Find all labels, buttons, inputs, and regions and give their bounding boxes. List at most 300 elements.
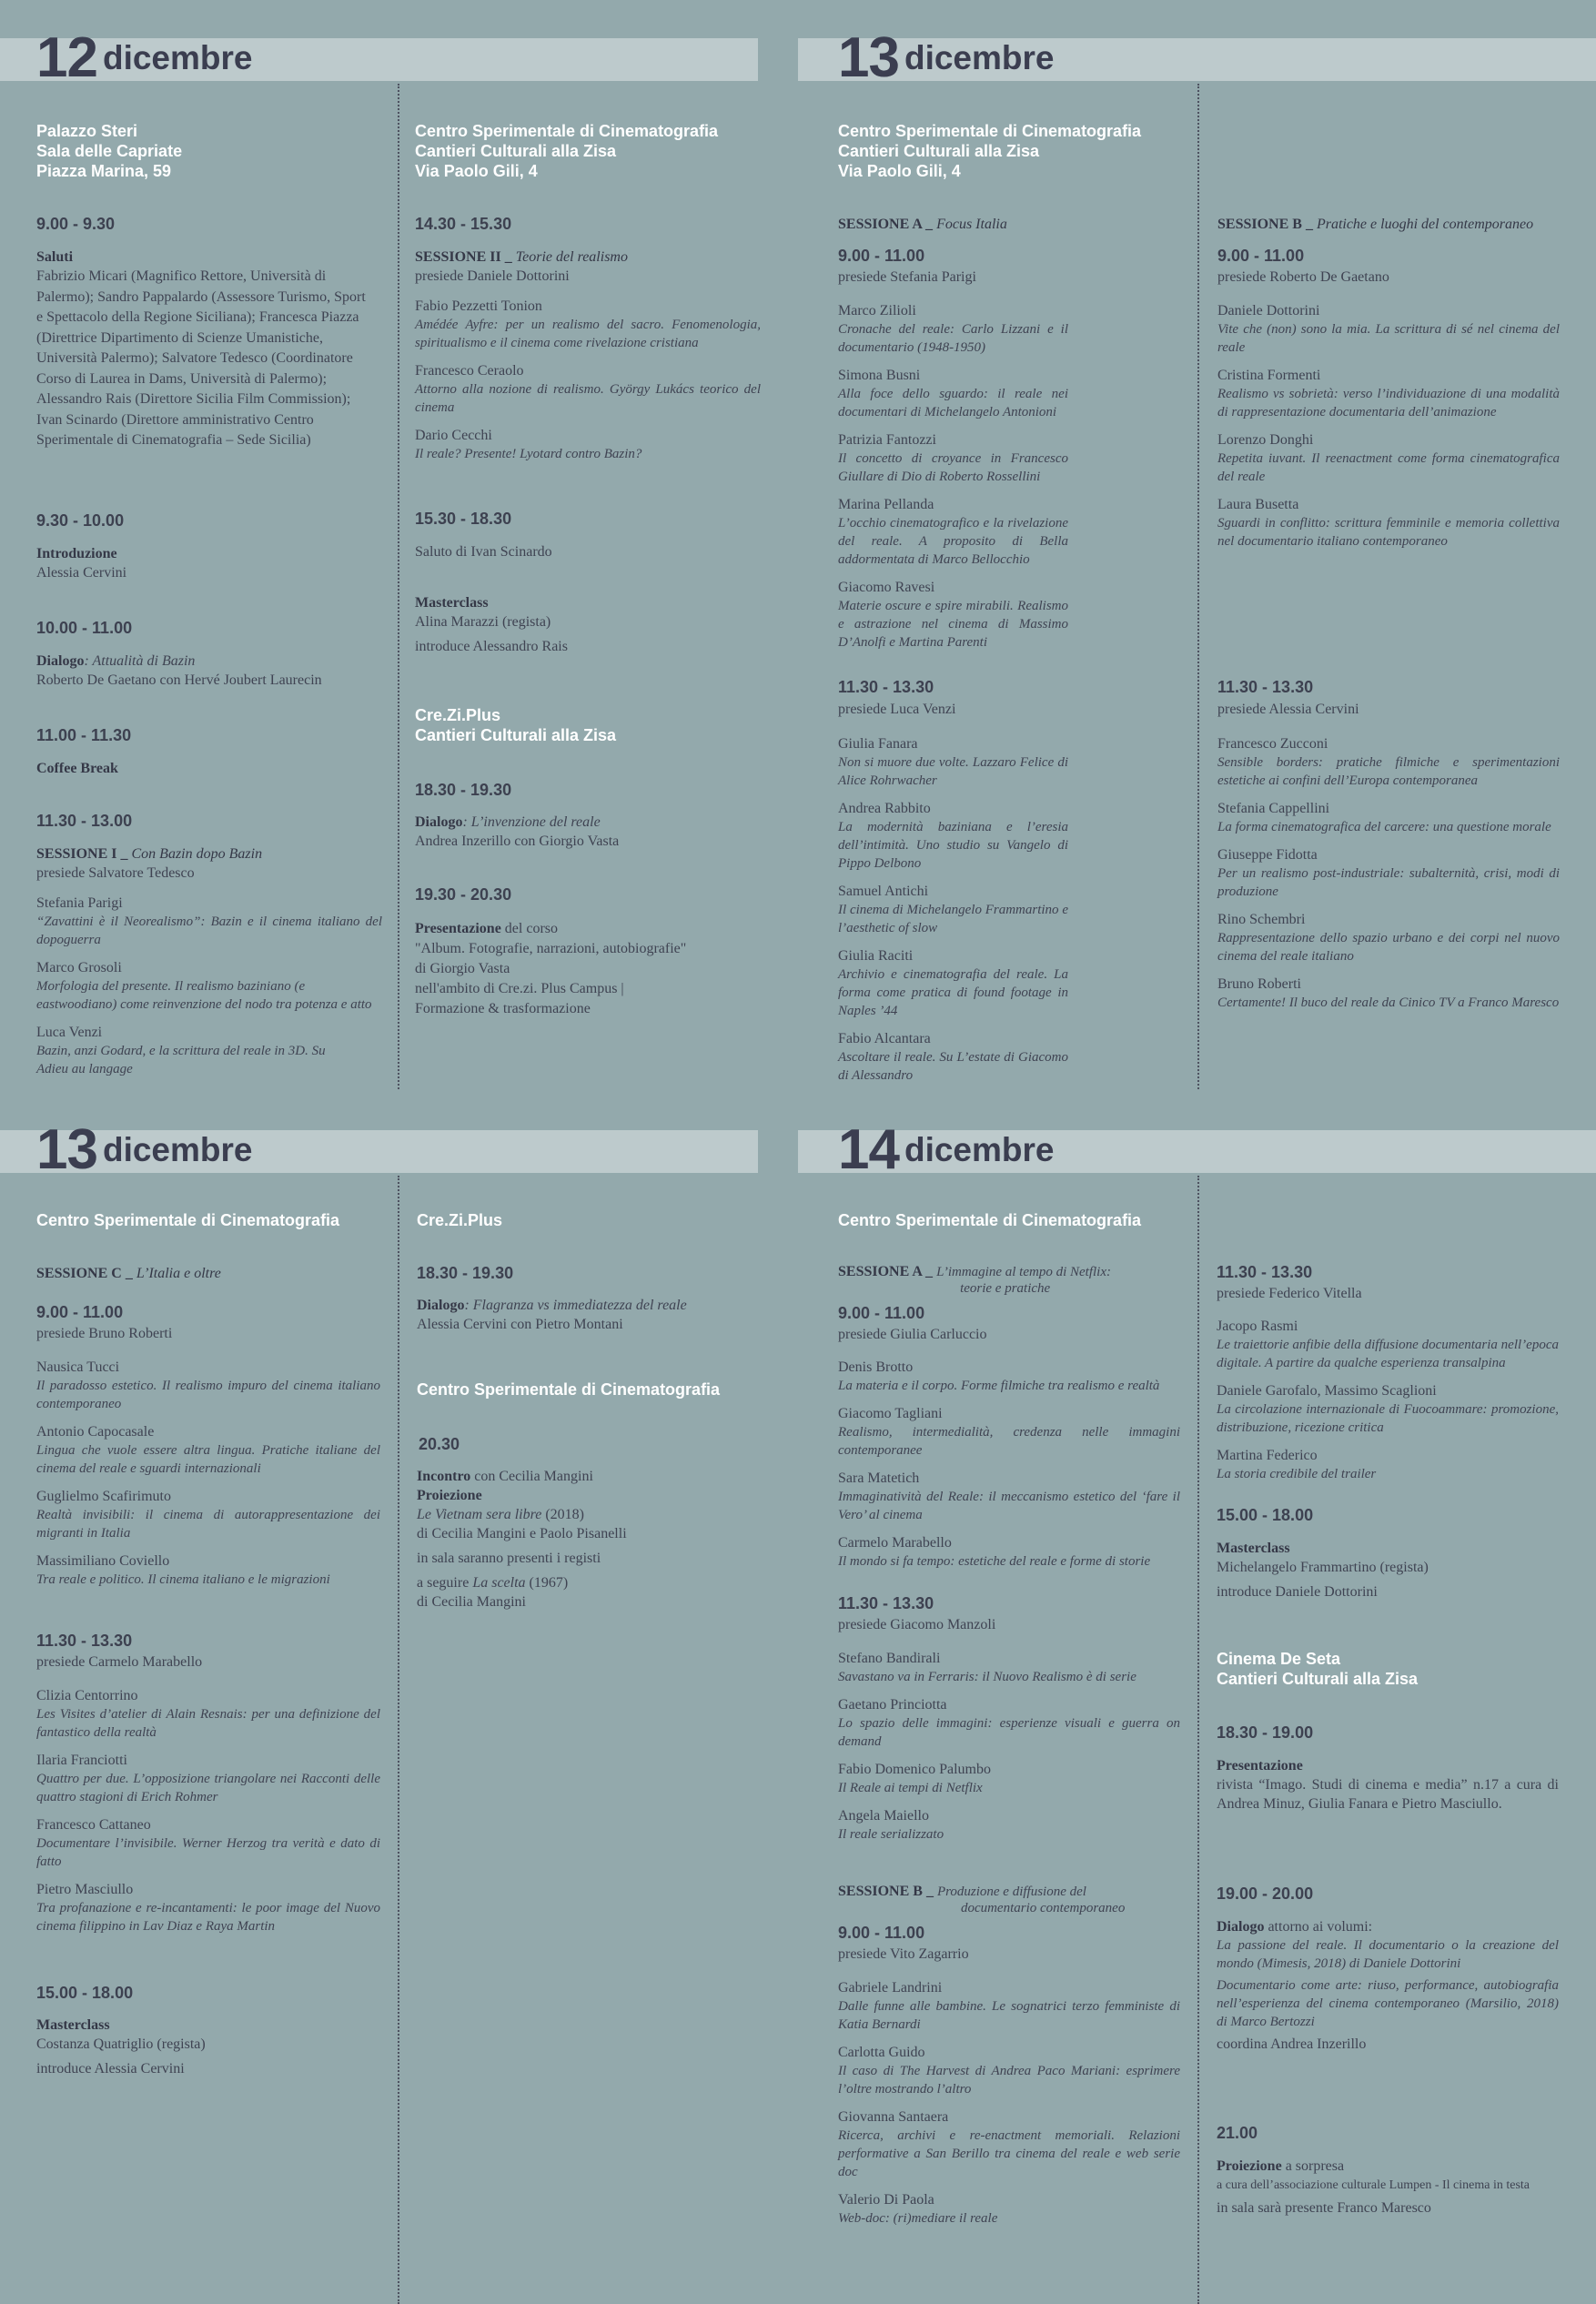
talk-item — [838, 946, 1068, 1020]
saluti-text: Fabrizio Micari (Magnifico Rettore, Università di Palermo); Sandro Pappalardo (Assessore Turismo, Sport e Spettacolo della Regione Siciliana); Francesca Piazza (Direttrice Dipartimento di Scienze Umanistiche, Università Palermo); Salvatore Tedesco (Coordinatore Corso di Laurea in Dams, Università di Palermo); Alessandro Rais (Direttore Sicilia Film Commission); Ivan Scinardo (Direttore amministrativo Centro Sperimentale di Cinematografia – Sede Sicilia) — [36, 268, 366, 448]
talks-list — [838, 1649, 1180, 1853]
date-month: dicembre — [904, 39, 1055, 76]
speaker-name: Cristina Formenti — [1217, 368, 1321, 383]
talk-title: Les Visites d’atelier di Alain Resnais: per una definizione del fantastico della realtà — [36, 1707, 380, 1740]
talk-title: Sguardi in conflitto: scrittura femminile e memoria collettiva nel documentario italiano contemporaneo — [1217, 516, 1560, 549]
film-director: di Cecilia Mangini — [417, 1594, 526, 1610]
speaker-name: Nausica Tucci — [36, 1359, 120, 1375]
talk-item — [838, 2190, 1180, 2228]
talk-item — [36, 1551, 380, 1589]
book-title: Documentario come arte: riuso, performance, autobiografia nell’esperienza del cinema contemporaneo (Marsilio, 2018) di Marco Bertozzi — [1217, 1978, 1559, 2029]
talk-item — [1217, 734, 1560, 790]
speaker-name: Fabio Pezzetti Tonion — [415, 298, 542, 314]
intro-block — [36, 544, 369, 582]
talk-title: Sensible borders: pratiche filmiche e sperimentazioni estetiche ai confini dell’Europa contemporanea — [1217, 755, 1560, 788]
talk-item — [838, 301, 1068, 357]
time-slot: 9.00 - 11.00 — [838, 1304, 925, 1322]
date-month: dicembre — [904, 1131, 1055, 1168]
session-subtitle: Teorie del realismo — [515, 249, 628, 265]
speaker-name: Giulia Fanara — [838, 736, 918, 752]
speaker-name: Valerio Di Paola — [838, 2192, 934, 2208]
proiezione-label: Proiezione — [417, 1488, 482, 1503]
column-divider — [398, 1176, 399, 2304]
speaker-name: Daniele Dottorini — [1217, 303, 1320, 318]
masterclass-name: Alina Marazzi (regista) — [415, 614, 551, 630]
date-day: 12 — [36, 26, 97, 89]
venue-block — [415, 121, 718, 181]
session-chair: presiede Carmelo Marabello — [36, 1654, 203, 1670]
session-chair: presiede Federico Vitella — [1217, 1286, 1362, 1301]
proiezione-label: Proiezione — [1217, 2158, 1282, 2174]
masterclass-block — [415, 593, 761, 656]
talk-item — [838, 2107, 1180, 2181]
session-subtitle: Con Bazin dopo Bazin — [131, 846, 263, 862]
talk-title: “Zavattini è il Neorealismo”: Bazin e il cinema italiano del dopoguerra — [36, 915, 382, 947]
venue-line: Palazzo Steri — [36, 122, 138, 140]
masterclass-title: Masterclass — [415, 595, 489, 611]
time-slot: 11.30 - 13.30 — [1217, 678, 1314, 696]
column-divider — [1197, 1176, 1199, 2304]
time-slot: 9.00 - 11.00 — [838, 247, 925, 265]
session-label: SESSIONE A _ — [838, 217, 934, 232]
talk-title: L’occhio cinematografico e la rivelazione del reale. A proposito di Bella addormentata di Marco Bellocchio — [838, 516, 1068, 567]
presence-note: in sala saranno presenti i registi — [417, 1551, 601, 1566]
time-slot: 21.00 — [1217, 2124, 1258, 2142]
time-slot: 9.00 - 11.00 — [1217, 247, 1305, 265]
session-chair: presiede Vito Zagarrio — [838, 1946, 969, 1962]
talk-item — [838, 1404, 1180, 1460]
session-label: SESSIONE B _ — [1217, 217, 1313, 232]
talk-title: Il reale serializzato — [838, 1827, 944, 1842]
film-year: (2018) — [541, 1507, 584, 1522]
speaker-name: Dario Cecchi — [415, 428, 492, 443]
speaker-name: Francesco Cattaneo — [36, 1817, 151, 1833]
session-chair: presiede Giulia Carluccio — [838, 1327, 987, 1342]
talk-item — [36, 1815, 380, 1871]
session-label: SESSIONE A _ — [838, 1264, 934, 1279]
date-month: dicembre — [102, 39, 253, 76]
talk-title: Dalle funne alle bambine. Le sognatrici terzo femministe di Katia Bernardi — [838, 1999, 1180, 2032]
speaker-name: Ilaria Franciotti — [36, 1753, 127, 1768]
talk-item — [1217, 1381, 1559, 1437]
speaker-name: Giovanna Santaera — [838, 2109, 949, 2125]
masterclass-block — [36, 2016, 380, 2078]
time-slot: 9.30 - 10.00 — [36, 511, 125, 530]
speaker-name: Samuel Antichi — [838, 884, 929, 899]
time-slot: 11.00 - 11.30 — [36, 726, 132, 744]
time-slot: 19.30 - 20.30 — [415, 885, 512, 904]
talk-item — [1217, 1317, 1559, 1372]
speaker-name: Sara Matetich — [838, 1470, 920, 1486]
intro-title: Introduzione — [36, 546, 117, 561]
coffee-label: Coffee Break — [36, 761, 118, 776]
venue-block — [838, 1210, 1141, 1230]
time-slot: 18.30 - 19.00 — [1217, 1723, 1314, 1742]
talk-title: La modernità baziniana e l’eresia dell’intimità. Uno studio su Vangelo di Pippo Delbono — [838, 820, 1068, 871]
presentazione-text: rivista “Imago. Studi di cinema e media” n.17 a cura di Andrea Minuz, Giulia Fanara e Pietro Masciullo. — [1217, 1777, 1559, 1812]
speaker-name: Rino Schembri — [1217, 912, 1306, 927]
dialogo-label: Dialogo — [415, 814, 463, 830]
venue-line: Cantieri Culturali alla Zisa — [1217, 1670, 1419, 1688]
talk-title: Tra profanazione e re-incantamenti: le poor image del Nuovo cinema filippino in Lav Diaz e Raya Martin — [36, 1901, 380, 1934]
talk-item — [838, 1533, 1180, 1571]
time-slot: 19.00 - 20.00 — [1217, 1885, 1314, 1903]
talk-title: Materie oscure e spire mirabili. Realismo e astrazione nel cinema di Massimo D’Anolfi e Martina Parenti — [838, 599, 1068, 650]
masterclass-intro: introduce Alessandro Rais — [415, 639, 568, 654]
venue-line: Cre.Zi.Plus — [415, 706, 501, 724]
incontro-block — [417, 1467, 763, 1612]
speaker-name: Andrea Rabbito — [838, 801, 931, 816]
time-slot: 11.30 - 13.30 — [838, 678, 934, 696]
talk-item — [1217, 430, 1560, 486]
time-slot: 9.00 - 9.30 — [36, 215, 116, 233]
venue-line: Centro Sperimentale di Cinematografia — [838, 1211, 1142, 1229]
venue-line: Centro Sperimentale di Cinematografia — [417, 1380, 721, 1399]
talk-item — [838, 495, 1068, 569]
venue-block — [1217, 1649, 1418, 1689]
talk-title: Repetita iuvant. Il reenactment come forma cinematografica del reale — [1217, 451, 1560, 484]
session-chair: presiede Alessia Cervini — [1217, 702, 1359, 717]
speaker-name: Stefania Cappellini — [1217, 801, 1330, 816]
film-title: Le Vietnam sera libre — [417, 1507, 542, 1522]
speaker-name: Laura Busetta — [1217, 497, 1299, 512]
talk-item — [838, 2043, 1180, 2098]
dialogo-title: : Attualità di Bazin — [84, 653, 196, 669]
talk-title: Il cinema di Michelangelo Frammartino e l’aesthetic of slow — [838, 903, 1068, 935]
talk-title: Il concetto di croyance in Francesco Giullare di Dio di Roberto Rossellini — [838, 451, 1068, 484]
seguire-label: a seguire — [417, 1575, 473, 1591]
session-block — [838, 1884, 1193, 1916]
dialogo-block — [1217, 1917, 1559, 2054]
talk-item — [838, 1358, 1180, 1395]
talk-item — [36, 894, 382, 949]
talk-item — [36, 1686, 380, 1742]
talk-item — [415, 361, 761, 417]
venue-block — [415, 705, 616, 745]
talk-item — [838, 1806, 1180, 1844]
talk-item — [1217, 495, 1560, 551]
talk-title: Lingua che vuole essere altra lingua. Pratiche italiane del cinema del reale e sguardi internazionali — [36, 1443, 380, 1476]
talks-list — [36, 1686, 380, 1945]
talks-list — [838, 734, 1068, 1094]
speaker-name: Francesco Ceraolo — [415, 363, 524, 379]
talk-item — [838, 1649, 1180, 1686]
talks-list — [1217, 1317, 1559, 1492]
time-slot: 11.30 - 13.30 — [838, 1594, 934, 1612]
session-chair: presiede Stefania Parigi — [838, 269, 976, 285]
venue-block — [36, 1210, 339, 1230]
talk-title: La storia credibile del trailer — [1217, 1467, 1377, 1481]
proiezione-cura: a cura dell’associazione culturale Lumpen - Il cinema in testa — [1217, 2178, 1530, 2192]
speaker-name: Giuseppe Fidotta — [1217, 847, 1318, 863]
talks-list — [838, 1978, 1180, 2237]
talk-title: Immaginatività del Reale: il meccanismo estetico del ‘fare il Vero’ al cinema — [838, 1490, 1180, 1522]
presentazione-line: di Giorgio Vasta — [415, 961, 510, 976]
dialogo-title: : L’invenzione del reale — [462, 814, 601, 830]
talk-title: Rappresentazione dello spazio urbano e dei corpi nel nuovo cinema del reale italiano — [1217, 931, 1560, 964]
venue-line: Cantieri Culturali alla Zisa — [415, 726, 617, 744]
session-block — [415, 248, 761, 472]
column-divider — [398, 84, 399, 1089]
dialogo-label: Dialogo — [417, 1298, 465, 1313]
speaker-name: Marco Grosoli — [36, 960, 122, 975]
venue-line: Centro Sperimentale di Cinematografia — [838, 122, 1142, 140]
day-13-panel-2 — [0, 1092, 798, 2184]
masterclass-intro: introduce Daniele Dottorini — [1217, 1584, 1378, 1600]
saluto-line: Saluto di Ivan Scinardo — [415, 544, 552, 560]
presentazione-block — [1217, 1756, 1559, 1814]
presentazione-line: nell'ambito di Cre.zi. Plus Campus | — [415, 981, 624, 996]
speaker-name: Carlotta Guido — [838, 2045, 925, 2060]
speaker-name: Lorenzo Donghi — [1217, 432, 1314, 448]
talk-item — [415, 297, 761, 352]
talk-item — [36, 1880, 380, 1935]
talk-item — [1217, 799, 1560, 836]
talk-title: La circolazione internazionale di Fuocoammare: promozione, distribuzione, ricezione critica — [1217, 1402, 1559, 1435]
session-label: SESSIONE C _ — [36, 1266, 133, 1281]
time-slot: 18.30 - 19.30 — [415, 781, 512, 799]
film-title: La scelta — [472, 1575, 526, 1591]
presentazione-line: Formazione & trasformazione — [415, 1001, 591, 1016]
speaker-name: Jacopo Rasmi — [1217, 1319, 1298, 1334]
talk-item — [36, 1023, 382, 1078]
dialogo-block — [415, 813, 761, 851]
dialogo-text: attorno ai volumi: — [1264, 1919, 1373, 1935]
venue-line: Via Paolo Gili, 4 — [838, 162, 961, 180]
masterclass-title: Masterclass — [1217, 1541, 1290, 1556]
talk-title: Web-doc: (ri)mediare il reale — [838, 2211, 998, 2226]
column-divider — [1197, 84, 1199, 1089]
speaker-name: Clizia Centorrino — [36, 1688, 138, 1703]
talk-title: Bazin, anzi Godard, e la scrittura del reale in 3D. Su Adieu au langage — [36, 1044, 326, 1076]
time-slot: 14.30 - 15.30 — [415, 215, 512, 233]
talk-item — [838, 1760, 1180, 1797]
talk-item — [36, 1751, 380, 1806]
talk-item — [838, 1695, 1180, 1751]
session-subtitle: Pratiche e luoghi del contemporaneo — [1316, 217, 1534, 232]
talk-item — [1217, 910, 1560, 965]
talk-title: La materia e il corpo. Forme filmiche tra realismo e realtà — [838, 1379, 1160, 1393]
talk-item — [838, 366, 1068, 421]
talk-item — [1217, 366, 1560, 421]
talk-title: Le traiettorie anfibie della diffusione documentaria nell’epoca digitale. A partire da qualche esperienza transalpina — [1217, 1338, 1559, 1370]
date-heading — [838, 1118, 1055, 1181]
date-heading — [36, 26, 253, 89]
talk-title: Per un realismo post-industriale: subalternità, crisi, modi di produzione — [1217, 866, 1560, 899]
coffee-break — [36, 759, 118, 778]
talk-title: Realismo vs sobrietà: verso l’individuazione di una modalità di rappresentazione documentaria dell’animazione — [1217, 387, 1560, 419]
venue-block — [36, 121, 182, 181]
talk-item — [838, 882, 1068, 937]
time-slot: 9.00 - 11.00 — [36, 1303, 124, 1321]
talks-list — [838, 301, 1068, 661]
presentazione-block — [415, 919, 770, 1019]
proiezione-text: a sorpresa — [1281, 2158, 1345, 2174]
venue-block — [417, 1379, 720, 1400]
talk-title: Ascoltare il reale. Su L’estate di Giacomo di Alessandro — [838, 1050, 1068, 1083]
time-slot: 11.30 - 13.30 — [36, 1632, 133, 1650]
date-day: 13 — [838, 26, 899, 89]
saluti-title: Saluti — [36, 249, 74, 265]
talks-list — [36, 1358, 380, 1598]
session-block — [1217, 215, 1563, 234]
session-label: SESSIONE I _ — [36, 846, 128, 862]
proiezione-presence: in sala sarà presente Franco Maresco — [1217, 2200, 1431, 2216]
speaker-name: Gabriele Landrini — [838, 1980, 943, 1996]
talk-item — [838, 799, 1068, 873]
speaker-name: Martina Federico — [1217, 1448, 1318, 1463]
presentazione-label: Presentazione — [415, 921, 501, 936]
venue-line: Via Paolo Gili, 4 — [415, 162, 538, 180]
talk-item — [36, 1358, 380, 1413]
talks-list — [838, 1358, 1180, 1580]
talk-item — [838, 430, 1068, 486]
talk-item — [838, 734, 1068, 790]
speaker-name: Giacomo Tagliani — [838, 1406, 943, 1421]
talk-title: Ricerca, archivi e re-enactment memoriali. Relazioni performative a San Berillo tra cinema del reale e web serie doc — [838, 2128, 1180, 2179]
talk-item — [1217, 1446, 1559, 1483]
book-title: La passione del reale. Il documentario o la creazione del mondo (Mimesis, 2018) di Daniele Dottorini — [1217, 1938, 1559, 1971]
session-block — [838, 215, 1184, 234]
speaker-name: Patrizia Fantozzi — [838, 432, 936, 448]
incontro-text: con Cecilia Mangini — [470, 1469, 593, 1484]
talk-item — [36, 958, 382, 1014]
speaker-name: Giacomo Ravesi — [838, 580, 935, 595]
saluti-block — [36, 248, 369, 451]
session-block — [36, 844, 382, 1087]
time-slot: 9.00 - 11.00 — [838, 1924, 925, 1942]
venue-line: Cinema De Seta — [1217, 1650, 1341, 1668]
talk-title: Certamente! Il buco del reale da Cinico TV a Franco Maresco — [1217, 995, 1560, 1010]
day-12-panel — [0, 0, 798, 1092]
presentazione-text: del corso — [500, 921, 558, 936]
session-subtitle: Produzione e diffusione del documentario contemporaneo — [936, 1885, 1126, 1915]
talk-title: Realtà invisibili: il cinema di autorappresentazione dei migranti in Italia — [36, 1508, 380, 1541]
talk-item — [838, 578, 1068, 652]
session-chair: presiede Roberto De Gaetano — [1217, 269, 1389, 285]
talk-title: Archivio e cinematografia del reale. La forma come pratica di found footage in Naples ’44 — [838, 967, 1068, 1018]
talk-item — [36, 1487, 380, 1542]
talk-title: Savastano va in Ferraris: il Nuovo Realismo è di serie — [838, 1670, 1136, 1684]
dialogo-label: Dialogo — [1217, 1919, 1265, 1935]
time-slot: 10.00 - 11.00 — [36, 619, 133, 637]
masterclass-name: Michelangelo Frammartino (regista) — [1217, 1560, 1429, 1575]
speaker-name: Stefania Parigi — [36, 895, 123, 911]
speaker-name: Francesco Zucconi — [1217, 736, 1328, 752]
masterclass-name: Costanza Quatriglio (regista) — [36, 2036, 206, 2052]
film-director: di Cecilia Mangini e Paolo Pisanelli — [417, 1526, 627, 1541]
speaker-name: Angela Maiello — [838, 1808, 929, 1824]
dialogo-title: : Flagranza vs immediatezza del reale — [464, 1298, 687, 1313]
talk-item — [415, 426, 761, 463]
talk-item — [1217, 845, 1560, 901]
venue-line: Cre.Zi.Plus — [417, 1211, 503, 1229]
masterclass-title: Masterclass — [36, 2017, 110, 2033]
talk-item — [838, 1029, 1068, 1085]
speaker-name: Fabio Domenico Palumbo — [838, 1762, 991, 1777]
session-block — [36, 1264, 382, 1283]
speaker-name: Giulia Raciti — [838, 948, 914, 964]
talk-title: Cronache del reale: Carlo Lizzani e il documentario (1948-1950) — [838, 322, 1068, 355]
talk-title: Quattro per due. L’opposizione triangolare nei Racconti delle quattro stagioni di Erich Rohmer — [36, 1772, 380, 1804]
session-subtitle: Focus Italia — [936, 217, 1007, 232]
dialogo-names: Roberto De Gaetano con Hervé Joubert Laurecin — [36, 672, 322, 688]
speaker-name: Pietro Masciullo — [36, 1882, 134, 1897]
proiezione-block — [1217, 2157, 1571, 2218]
talk-title: Vite che (non) sono la mia. La scrittura di sé nel cinema del reale — [1217, 322, 1560, 355]
talk-title: Amédée Ayfre: per un realismo del sacro. Fenomenologia, spiritualismo e il cinema come rivelazione cristiana — [415, 318, 761, 350]
intro-name: Alessia Cervini — [36, 565, 127, 581]
speaker-name: Bruno Roberti — [1217, 976, 1301, 992]
venue-line: Piazza Marina, 59 — [36, 162, 172, 180]
film-year: (1967) — [525, 1575, 569, 1591]
dialogo-label: Dialogo — [36, 653, 85, 669]
venue-line: Cantieri Culturali alla Zisa — [415, 142, 617, 160]
speaker-name: Carmelo Marabello — [838, 1535, 952, 1551]
venue-block — [417, 1210, 502, 1230]
time-slot: 11.30 - 13.00 — [36, 812, 133, 830]
speaker-name: Marco Zilioli — [838, 303, 916, 318]
talk-title: Tra reale e politico. Il cinema italiano e le migrazioni — [36, 1572, 330, 1587]
venue-line: Centro Sperimentale di Cinematografia — [36, 1211, 340, 1229]
speaker-name: Massimiliano Coviello — [36, 1553, 170, 1569]
presentazione-line: "Album. Fotografie, narrazioni, autobiografie" — [415, 941, 687, 956]
session-chair: presiede Bruno Roberti — [36, 1326, 173, 1341]
venue-line: Cantieri Culturali alla Zisa — [838, 142, 1040, 160]
speaker-name: Antonio Capocasale — [36, 1424, 155, 1440]
speaker-name: Stefano Bandirali — [838, 1651, 941, 1666]
speaker-name: Marina Pellanda — [838, 497, 934, 512]
talk-item — [838, 1469, 1180, 1524]
session-chair: presiede Giacomo Manzoli — [838, 1617, 996, 1632]
speaker-name: Denis Brotto — [838, 1359, 914, 1375]
session-label: SESSIONE II _ — [415, 249, 512, 265]
masterclass-intro: introduce Alessia Cervini — [36, 2061, 185, 2077]
talk-item — [838, 1978, 1180, 2034]
talk-title: Morfologia del presente. Il realismo baziniano (e eastwoodiano) come reinvenzione del nodo tra potenza e atto — [36, 979, 372, 1012]
presentazione-title: Presentazione — [1217, 1758, 1303, 1773]
date-heading — [36, 1118, 253, 1181]
dialogo-names: Alessia Cervini con Pietro Montani — [417, 1317, 623, 1332]
talk-item — [36, 1422, 380, 1478]
session-chair: presiede Luca Venzi — [838, 702, 956, 717]
date-month: dicembre — [102, 1131, 253, 1168]
time-slot: 18.30 - 19.30 — [417, 1264, 514, 1282]
time-slot: 11.30 - 13.30 — [1217, 1263, 1313, 1281]
talk-title: Lo spazio delle immagini: esperienze visuali e guerra on demand — [838, 1716, 1180, 1749]
dialogo-names: Andrea Inzerillo con Giorgio Vasta — [415, 834, 620, 849]
session-subtitle: L’Italia e oltre — [136, 1266, 221, 1281]
talk-title: Il reale? Presente! Lyotard contro Bazin? — [415, 447, 642, 461]
day-13-panel — [798, 0, 1596, 1092]
time-slot: 20.30 — [419, 1435, 460, 1453]
session-subtitle: L’immagine al tempo di Netflix: teorie e pratiche — [936, 1265, 1111, 1296]
date-day: 14 — [838, 1118, 899, 1181]
time-slot: 15.30 - 18.30 — [415, 510, 512, 528]
talks-list — [1217, 734, 1560, 1021]
talk-title: Non si muore due volte. Lazzaro Felice di Alice Rohrwacher — [838, 755, 1068, 788]
incontro-label: Incontro — [417, 1469, 471, 1484]
venue-block — [838, 121, 1141, 181]
talk-title: Realismo, intermedialità, credenza nelle immagini contemporanee — [838, 1425, 1180, 1458]
talks-list — [1217, 301, 1560, 560]
coordinator: coordina Andrea Inzerillo — [1217, 2036, 1367, 2052]
speaker-name: Luca Venzi — [36, 1025, 103, 1040]
speaker-name: Guglielmo Scafirimuto — [36, 1489, 171, 1504]
session-chair: presiede Salvatore Tedesco — [36, 865, 195, 881]
session-chair: presiede Daniele Dottorini — [415, 268, 570, 284]
talk-title: Il caso di The Harvest di Andrea Paco Mariani: esprimere l’oltre mostrando l’altro — [838, 2064, 1180, 2097]
